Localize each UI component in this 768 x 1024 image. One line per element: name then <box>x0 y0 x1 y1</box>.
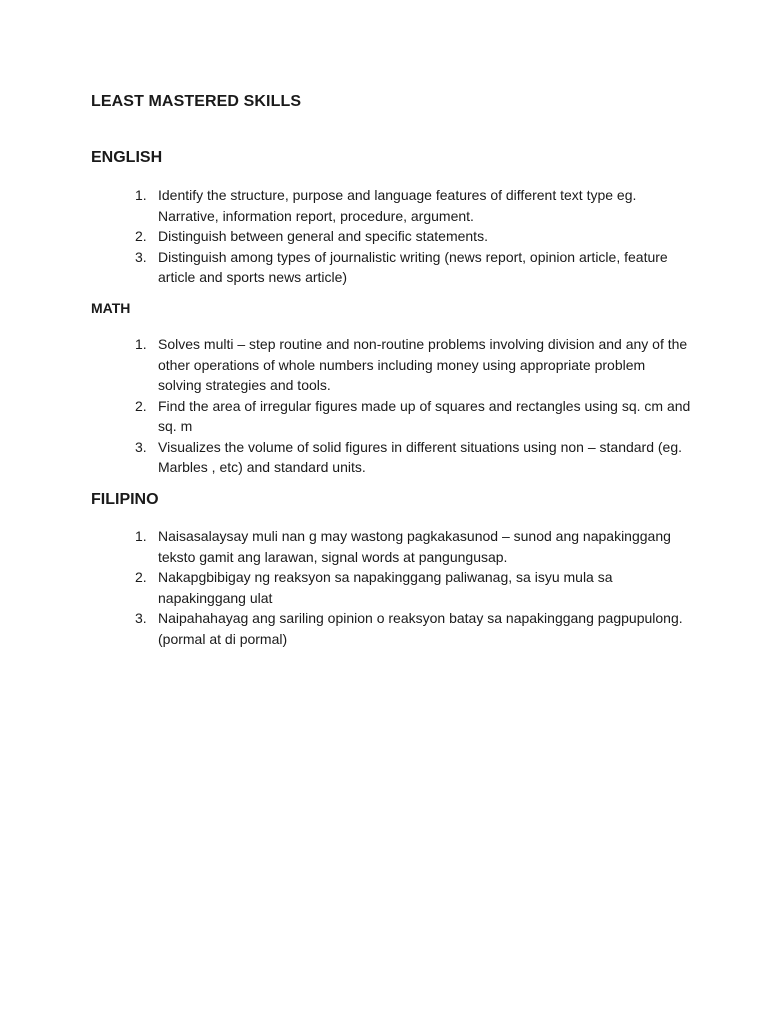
filipino-skill-list <box>91 526 691 649</box>
item-number: 2. <box>135 228 147 244</box>
item-number: 1. <box>135 528 147 544</box>
list-item <box>91 526 691 567</box>
list-item <box>91 567 691 608</box>
item-number: 3. <box>135 610 147 626</box>
item-text: Identify the structure, purpose and language features of different text type eg. Narrative, information report, procedure, argument. <box>158 187 637 224</box>
item-text: Naisasalaysay muli nan g may wastong pagkakasunod – sunod ang napakinggang teksto gamit ang larawan, signal words at pangungusap. <box>158 528 671 565</box>
list-item <box>91 247 691 288</box>
item-number: 2. <box>135 397 147 414</box>
item-text: Visualizes the volume of solid figures in different situations using non – standard (eg. Marbles , etc) and standard units. <box>158 438 683 475</box>
item-text: Nakapgbibigay ng reaksyon sa napakinggang paliwanag, sa isyu mula sa napakinggang ulat <box>158 569 613 606</box>
list-item <box>91 226 691 247</box>
section-heading-math: MATH <box>91 300 131 316</box>
list-item <box>91 608 691 649</box>
list-item <box>91 185 691 226</box>
item-number: 2. <box>135 569 147 585</box>
section-heading-filipino: FILIPINO <box>91 491 159 508</box>
english-skill-list <box>91 185 691 288</box>
list-item <box>91 396 691 437</box>
list-item <box>91 437 691 478</box>
math-skill-list <box>91 334 691 478</box>
item-text: Solves multi – step routine and non-routine problems involving division and any of the other operations of whole numbers including money using appropriate problem solving strategies and tools. <box>158 336 688 393</box>
document-title: LEAST MASTERED SKILLS <box>91 93 302 110</box>
item-number: 3. <box>135 438 147 455</box>
list-item <box>91 334 691 396</box>
item-text: Distinguish between general and specific statements. <box>158 228 488 244</box>
item-text: Naipahahayag ang sariling opinion o reaksyon batay sa napakinggang pagpupulong. (pormal at di pormal) <box>158 610 683 647</box>
item-text: Distinguish among types of journalistic writing (news report, opinion article, feature article and sports news article) <box>158 248 668 285</box>
section-heading-english: ENGLISH <box>91 149 163 166</box>
item-number: 3. <box>135 248 147 265</box>
item-number: 1. <box>135 336 147 352</box>
item-text: Find the area of irregular figures made up of squares and rectangles using sq. cm and sq. m <box>158 397 691 434</box>
item-number: 1. <box>135 187 147 203</box>
